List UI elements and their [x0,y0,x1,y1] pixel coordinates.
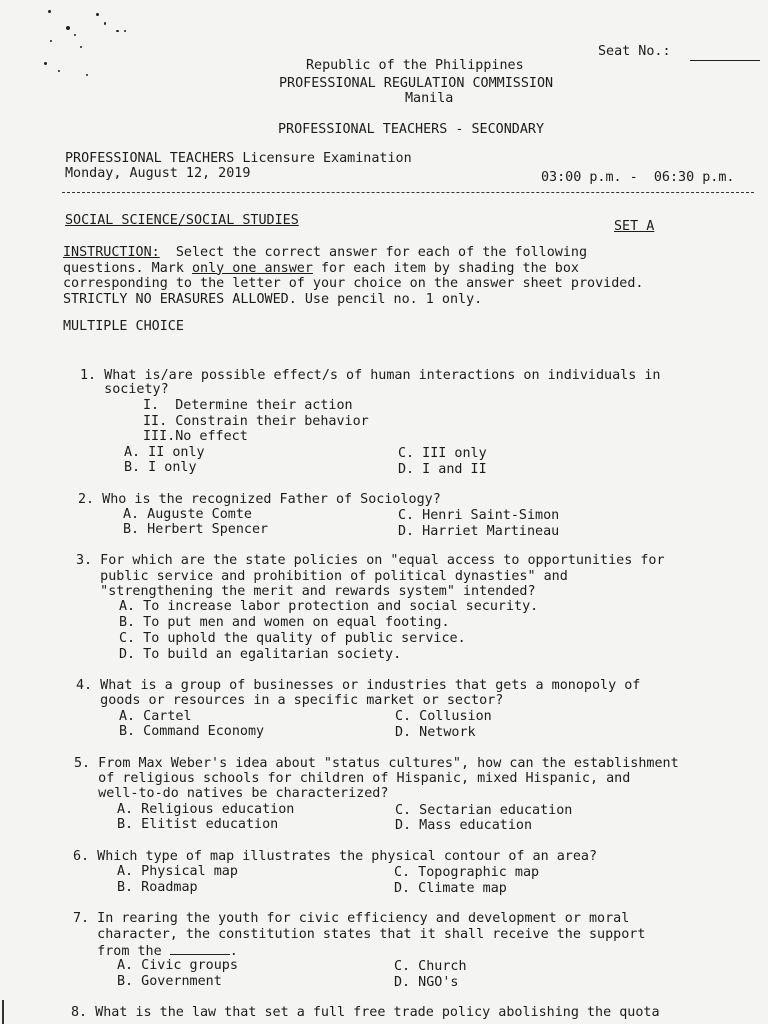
instruction-line-4: STRICTLY NO ERASURES ALLOWED. Use pencil no. 1 only. [63,291,483,307]
question-text [73,942,238,959]
question-text: 7. In rearing the youth for civic efficiency and development or moral [73,911,630,926]
choice-a: A. Religious education [117,802,295,817]
choice-d: D. To build an egalitarian society. [119,647,402,662]
instruction-line-2c: for each item by shading the box [312,260,579,276]
choice-a: A. II only [124,445,205,460]
statement: III.No effect [143,429,248,444]
instruction-line-3: corresponding to the letter of your choice on the answer sheet provided. [63,276,644,292]
scan-edge [2,1000,4,1024]
instruction-label: INSTRUCTION: [63,245,160,260]
question-text: 4. What is a group of businesses or industries that gets a monopoly of [76,678,641,693]
choice-a: A. Civic groups [117,958,238,973]
instruction-emphasis: only one answer [192,260,313,276]
choice-c: C. Sectarian education [395,803,573,818]
header-divider [62,192,754,193]
exam-name: PROFESSIONAL TEACHERS Licensure Examination [65,151,412,166]
choice-c: C. III only [398,446,487,461]
choice-b: B. Elitist education [117,817,279,832]
exam-title: PROFESSIONAL TEACHERS - SECONDARY [278,122,545,137]
question-text: character, the constitution states that it shall receive the support [73,927,646,942]
choice-b: B. Herbert Spencer [123,522,269,537]
choice-b: B. Government [117,974,222,989]
question-text-part: from the [73,944,170,959]
fill-in-blank [170,942,230,955]
question-text: 5. From Max Weber's idea about "status cultures", how can the establishment [74,756,679,771]
question-text: 8. What is the law that set a full free trade policy abolishing the quota [71,1005,660,1020]
header-commission: PROFESSIONAL REGULATION COMMISSION [279,76,554,91]
question-text: well-to-do natives be characterized? [74,786,389,801]
exam-date: Monday, August 12, 2019 [65,166,251,181]
question-text: 1. What is/are possible effect/s of human interactions on individuals in [80,368,661,383]
choice-d: D. Harriet Martineau [398,524,560,539]
choice-b: B. Command Economy [119,724,265,739]
choice-d: D. Mass education [395,818,533,833]
seat-number-label: Seat No.: [598,44,671,59]
choice-d: D. I and II [398,462,487,477]
choice-b: B. I only [124,460,197,475]
header-city: Manila [405,91,454,106]
question-text: public service and prohibition of political dynasties" and [76,569,568,584]
instruction-block [63,245,643,307]
choice-a: A. Auguste Comte [123,507,252,522]
choice-c: C. Henri Saint-Simon [398,508,560,523]
choice-d: D. NGO's [394,975,459,990]
statement: II. Constrain their behavior [143,414,369,429]
seat-number-field[interactable] [690,60,760,61]
header-republic: Republic of the Philippines [306,58,524,73]
set-label: SET A [614,219,655,234]
subject-title: SOCIAL SCIENCE/SOCIAL STUDIES [65,213,299,228]
choice-c: C. Collusion [395,709,492,724]
choice-a: A. To increase labor protection and social security. [119,599,539,614]
question-text: "strengthening the merit and rewards system" intended? [76,584,536,599]
choice-d: D. Network [395,725,476,740]
question-text-part: . [229,944,238,959]
instruction-line-1: Select the correct answer for each of the following [159,245,588,260]
question-text: goods or resources in a specific market or sector? [76,693,504,708]
choice-c: C. To uphold the quality of public service. [119,631,466,646]
question-text: of religious schools for children of Hispanic, mixed Hispanic, and [74,771,631,786]
exam-time: 03:00 p.m. - 06:30 p.m. [541,170,735,185]
choice-a: A. Physical map [117,864,238,879]
choice-d: D. Climate map [394,881,507,896]
question-text: 6. Which type of map illustrates the physical contour of an area? [73,849,598,864]
instruction-line-2a: questions. Mark [63,260,192,276]
section-heading: MULTIPLE CHOICE [63,319,184,334]
question-text: 2. Who is the recognized Father of Sociology? [78,492,441,507]
question-text: 3. For which are the state policies on "equal access to opportunities for [76,553,665,568]
choice-c: C. Church [394,959,467,974]
choice-b: B. To put men and women on equal footing. [119,615,450,630]
question-text: society? [80,382,169,397]
choice-c: C. Topographic map [394,865,540,880]
statement: I. Determine their action [143,398,353,413]
choice-b: B. Roadmap [117,880,198,895]
choice-a: A. Cartel [119,709,192,724]
